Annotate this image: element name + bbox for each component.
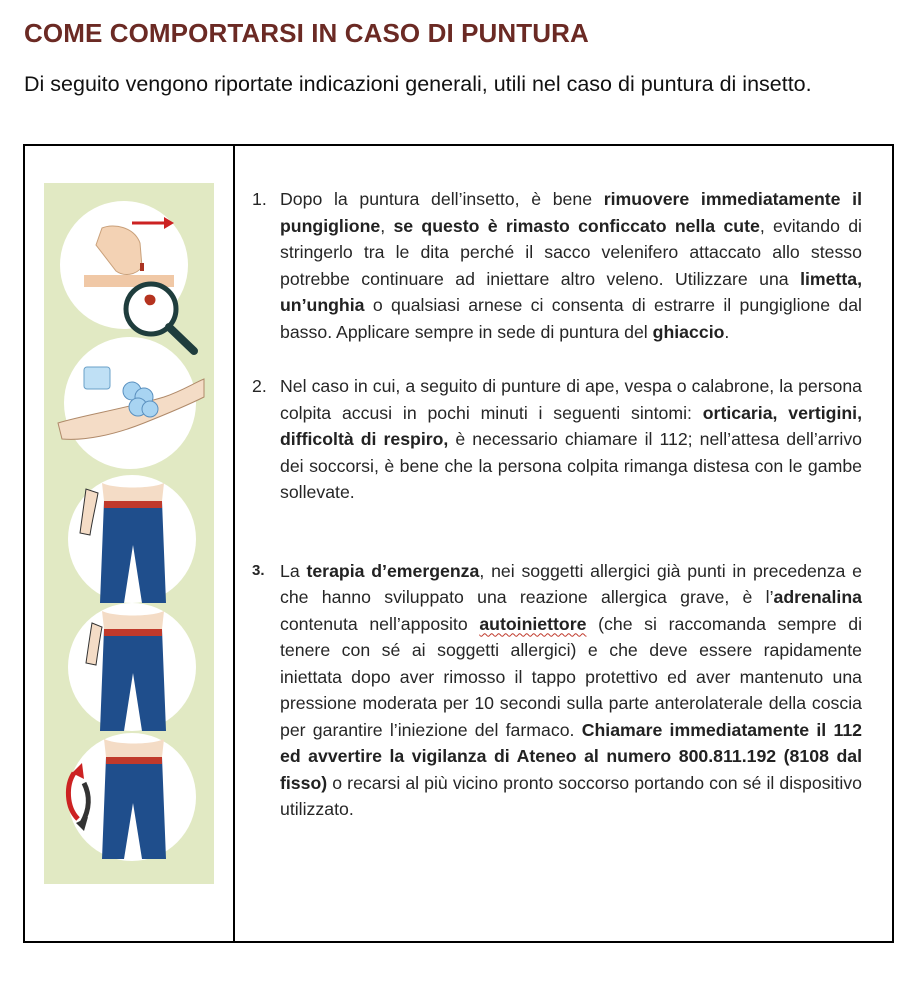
legs-raised-illustration [68, 475, 196, 603]
column-divider [233, 146, 235, 941]
instruction-item-2: 2. Nel caso in cui, a seguito di punture di ape, vespa o calabrone, la persona colpita accusi in pochi minuti i seguenti sintomi: orticaria, vertigini, difficoltà di respiro, è necessario chiamare il 112; nell’attesa dell’arrivo dei soccorsi, è bene che la persona colpita rimanga distesa con le gambe sollevate. [252, 373, 862, 506]
emergency-position-illustration [68, 603, 196, 731]
intro-text: Di seguito vengono riportate indicazioni generali, utili nel caso di puntura di insetto. [24, 72, 812, 96]
autoiniettore-term: autoiniettore [479, 613, 587, 634]
item-number: 3. [252, 561, 265, 579]
item-number: 1. [252, 189, 267, 209]
instruction-item-3: 3. La terapia d’emergenza, nei soggetti allergici già punti in precedenza e che hanno sviluppato una reazione allergica grave, è l’adrenalina contenuta nell’apposito autoiniettore (che si raccomanda sempre di tenere con sé ai soggetti allergici) e che deve essere rapidamente iniettata dopo aver rimosso il tappo protettivo ed aver mantenuto una pressione moderata per 10 secondi sulla parte anterolaterale della coscia per garantire l’iniezione del farmaco. Chiamare immediatamente il 112 ed avvertire la vigilanza di Ateneo al numero 800.811.192 (8108 dal fisso) o recarsi al più vicino pronto soccorso portando con sé il dispositivo utilizzato. [252, 558, 862, 823]
ice-on-arm-illustration [58, 337, 204, 469]
illustration-strip [44, 183, 214, 884]
autoinjector-illustration [68, 733, 196, 861]
stinger-removal-illustration [60, 201, 194, 351]
instructions-list [252, 186, 862, 823]
page-title: COME COMPORTARSI IN CASO DI PUNTURA [24, 18, 589, 48]
instructions-table [23, 144, 894, 943]
instruction-item-1: 1. Dopo la puntura dell’insetto, è bene rimuovere immediatamente il pungiglione, se questo è rimasto conficcato nella cute, evitando di stringerlo tra le dita perché il sacco velenifero attaccato allo stesso potrebbe continuare ad iniettare altro veleno. Utilizzare una limetta, un’unghia o qualsiasi arnese ci consenta di estrarre il pungiglione dal basso. Applicare sempre in sede di puntura del ghiaccio. [252, 186, 862, 345]
item-number: 2. [252, 376, 267, 396]
